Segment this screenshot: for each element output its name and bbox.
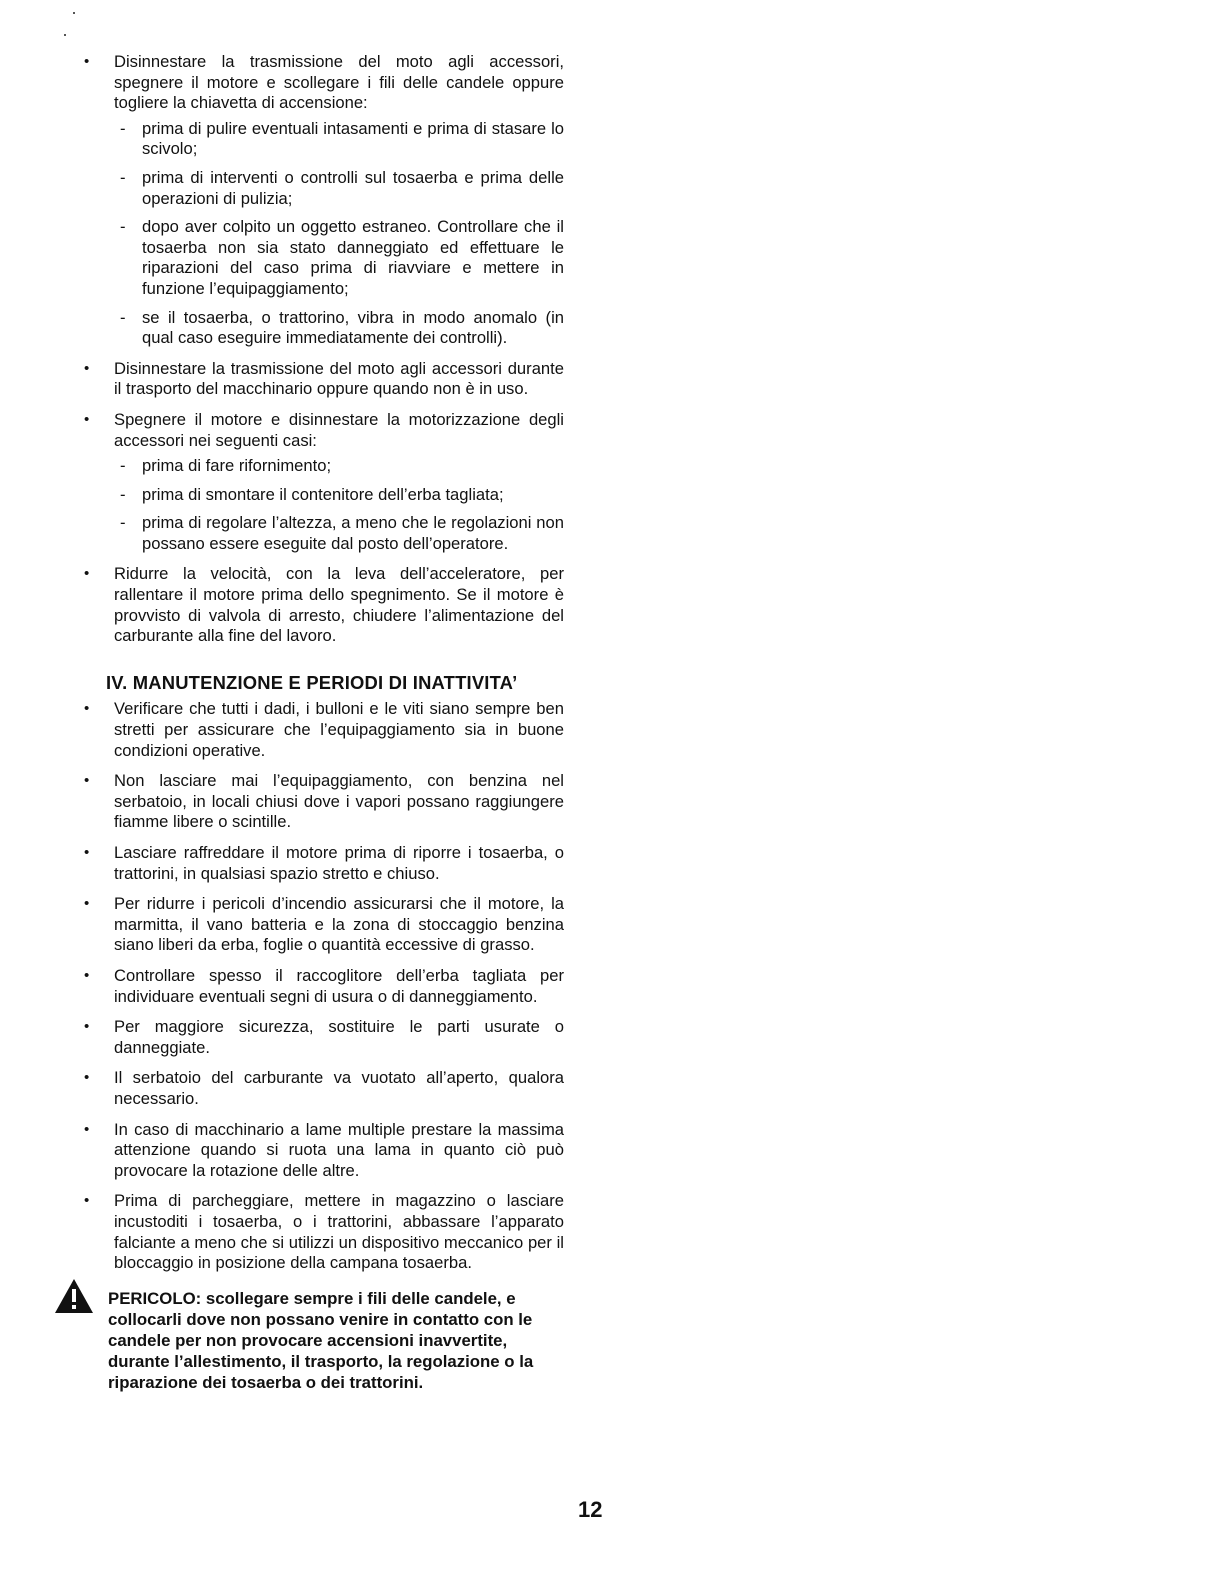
document-column [84, 52, 564, 1393]
list-item: • In caso di macchinario a lame multiple prestare la massima attenzione quando si ruota una lama in quanto ciò può provocare la rotazione delle altre. [84, 1120, 564, 1182]
list-item: • Controllare spesso il raccoglitore dell’erba tagliata per individuare eventuali segni di usura o di danneggiamento. [84, 966, 564, 1007]
list-item: • Verificare che tutti i dadi, i bulloni e le viti siano sempre ben stretti per assicurare che l’equipaggiamento sia in buone condizioni operative. [84, 699, 564, 761]
sub-list-item: - prima di fare rifornimento; [114, 456, 564, 477]
list-item-text: Disinnestare la trasmissione del moto agli accessori durante il trasporto del macchinario oppure quando non è in uso. [114, 358, 564, 399]
list-item [84, 52, 564, 349]
list-item [84, 410, 564, 555]
danger-text: PERICOLO: scollegare sempre i fili delle candele, e collocarli dove non possano venire in contatto con le candele per non provocare accensioni inavvertite, durante l’allestimento, il trasporto, la regolazione o la riparazione dei tosaerba o dei trattorini. [108, 1288, 534, 1392]
section-heading: IV. MANUTENZIONE E PERIODI DI INATTIVITA’ [106, 671, 518, 693]
sub-list-item: - dopo aver colpito un oggetto estraneo. Controllare che il tosaerba non sia stato danneggiato ed effettuare le riparazioni del caso prima di riavviare e mettere in funzione l’equipaggiamento; [114, 217, 564, 299]
list-item [84, 359, 564, 400]
sub-list [114, 119, 564, 349]
danger-warning [84, 1288, 564, 1393]
list-item: • Prima di parcheggiare, mettere in magazzino o lasciare incustoditi i tosaerba, o i trattorini, abbassare l’apparato falciante a meno che si utilizzi un dispositivo meccanico per il bloccaggio in posizione della campana tosaerba. [84, 1191, 564, 1273]
list-item: • Per maggiore sicurezza, sostituire le parti usurate o danneggiate. [84, 1017, 564, 1058]
list-item: • Non lasciare mai l’equipaggiamento, con benzina nel serbatoio, in locali chiusi dove i vapori possano raggiungere fiamme libere o scintille. [84, 771, 564, 833]
safety-list [84, 52, 564, 647]
list-item: • Il serbatoio del carburante va vuotato all’aperto, qualora necessario. [84, 1068, 564, 1109]
list-item [84, 564, 564, 646]
page-number: 12 [578, 1497, 603, 1522]
maintenance-list [84, 699, 564, 1273]
scan-mark-dot [64, 34, 66, 36]
list-item: • Lasciare raffreddare il motore prima di riporre i tosaerba, o trattorini, in qualsiasi spazio stretto e chiuso. [84, 843, 564, 884]
sub-list-item: - prima di regolare l’altezza, a meno che le regolazioni non possano essere eseguite dal posto dell’operatore. [114, 513, 564, 554]
sub-list-item: - se il tosaerba, o trattorino, vibra in modo anomalo (in qual caso eseguire immediatamente dei controlli). [114, 308, 564, 349]
list-item-text: Disinnestare la trasmissione del moto agli accessori, spegnere il motore e scollegare i fili delle candele oppure togliere la chiavetta di accensione: [114, 52, 564, 113]
sub-list-item: - prima di pulire eventuali intasamenti e prima di stasare lo scivolo; [114, 119, 564, 160]
sub-list [114, 456, 564, 554]
warning-triangle-icon [54, 1278, 94, 1314]
list-item: • Per ridurre i pericoli d’incendio assicurarsi che il motore, la marmitta, il vano batteria e la zona di stoccaggio benzina siano liberi da erba, foglie o quantità eccessive di grasso. [84, 894, 564, 956]
list-item-text: Ridurre la velocità, con la leva dell’acceleratore, per rallentare il motore prima dello spegnimento. Se il motore è provvisto di valvola di arresto, chiudere l’alimentazione del carburante alla fine del lavoro. [114, 564, 564, 646]
sub-list-item: - prima di smontare il contenitore dell’erba tagliata; [114, 485, 564, 506]
list-item-text: Spegnere il motore e disinnestare la motorizzazione degli accessori nei seguenti casi: [114, 409, 564, 450]
sub-list-item: - prima di interventi o controlli sul tosaerba e prima delle operazioni di pulizia; [114, 168, 564, 209]
scan-mark-dot [73, 12, 75, 14]
